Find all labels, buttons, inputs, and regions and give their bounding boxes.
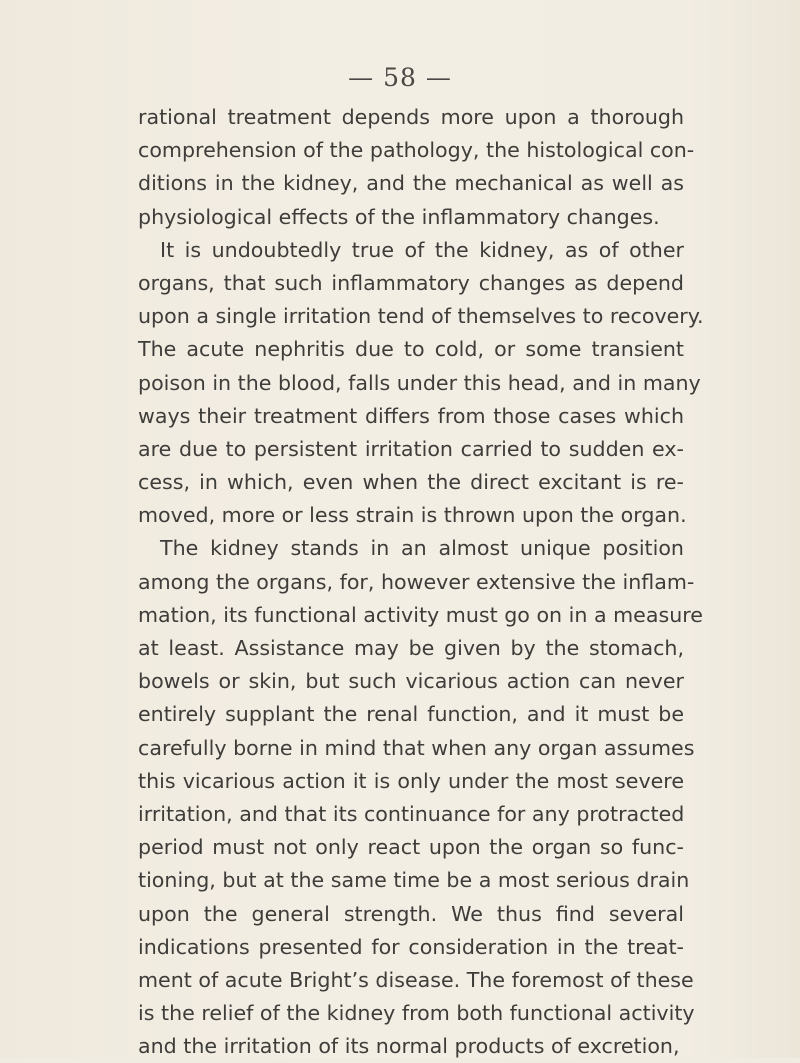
- text-line: ment of acute Bright’s disease. The foremost of these: [138, 967, 694, 992]
- text-line: tioning, but at the same time be a most serious drain: [138, 868, 690, 893]
- paragraph-start-line: The kidney stands in an almost unique position: [160, 536, 684, 561]
- page-number: — 58 —: [348, 63, 452, 92]
- text-line: mation, its functional activity must go on in a measure: [138, 602, 703, 627]
- text-line: irritation, and that its continuance for any protracted: [138, 801, 685, 826]
- text-line: upon the general strength. We thus find several: [138, 901, 684, 926]
- text-line: entirely supplant the renal function, and it must be: [138, 702, 684, 727]
- text-line: among the organs, for, however extensive the inflam-: [138, 569, 695, 594]
- text-line: bowels or skin, but such vicarious action can never: [138, 669, 684, 694]
- text-line: The acute nephritis due to cold, or some transient: [138, 337, 684, 362]
- text-line: organs, that such inflammatory changes as depend: [138, 270, 684, 295]
- text-line: comprehension of the pathology, the histological con-: [138, 138, 695, 163]
- text-line: is the relief of the kidney from both functional activity: [138, 1001, 695, 1026]
- text-line: moved, more or less strain is thrown upon the organ.: [138, 503, 687, 528]
- text-line: this vicarious action it is only under the most severe: [138, 768, 684, 793]
- text-line: physiological effects of the inflammatory changes.: [138, 204, 660, 229]
- text-line: period must not only react upon the organ so func-: [138, 835, 684, 860]
- text-line: upon a single irritation tend of themselves to recovery.: [138, 304, 704, 329]
- text-line: ditions in the kidney, and the mechanical as well as: [138, 171, 684, 196]
- text-line: are due to persistent irritation carried to sudden ex-: [138, 436, 684, 461]
- text-line: and the irritation of its normal products of excretion,: [138, 1034, 680, 1059]
- text-line: indications presented for consideration in the treat-: [138, 934, 684, 959]
- paragraph-start-line: It is undoubtedly true of the kidney, as of other: [160, 237, 684, 262]
- text-line: carefully borne in mind that when any organ assumes: [138, 735, 695, 760]
- text-line: ways their treatment differs from those cases which: [138, 403, 684, 428]
- body-text: [138, 101, 704, 1063]
- text-line: rational treatment depends more upon a thorough: [138, 105, 684, 129]
- text-line: cess, in which, even when the direct excitant is re-: [138, 470, 684, 495]
- text-line: poison in the blood, falls under this head, and in many: [138, 370, 701, 395]
- text-line: at least. Assistance may be given by the stomach,: [138, 636, 684, 660]
